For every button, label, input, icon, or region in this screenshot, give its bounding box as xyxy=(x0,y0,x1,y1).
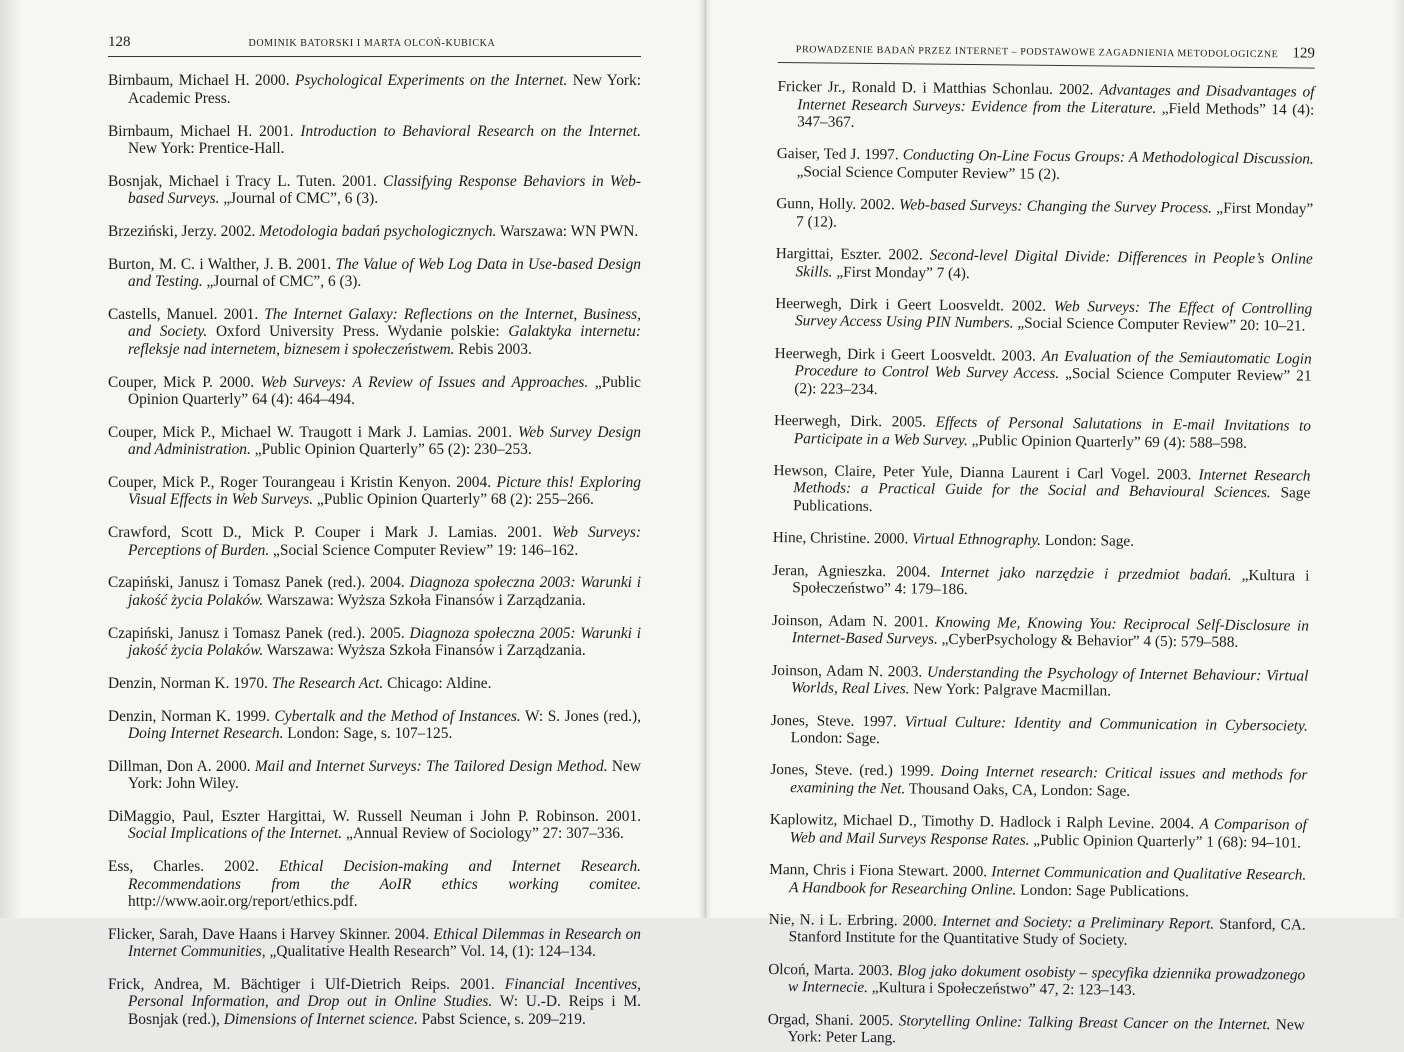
reference-text: DiMaggio, Paul, Eszter Hargittai, W. Russell Neuman i John P. Robinson. 2001. xyxy=(108,808,641,826)
reference-text: Joinson, Adam N. 2003. xyxy=(771,661,928,681)
reference-entry xyxy=(775,245,1312,285)
reference-text: „Journal of CMC”, 6 (3). xyxy=(219,190,379,208)
reference-title: Virtual Culture: Identity and Communication in Cybersociety. xyxy=(904,712,1308,735)
reference-entry xyxy=(771,662,1308,702)
reference-entry xyxy=(773,529,1310,552)
reference-text: Couper, Mick P. 2000. xyxy=(108,373,261,391)
reference-title: Internet and Society: a Preliminary Report. xyxy=(941,912,1215,933)
reference-text: „Annual Review of Sociology” 27: 307–336. xyxy=(342,825,624,843)
reference-text: „Social Science Computer Review” 15 (2). xyxy=(796,162,1061,183)
reference-text: Heerwegh, Dirk. 2005. xyxy=(773,412,936,431)
reference-entry xyxy=(108,758,641,793)
reference-title: Second-level Digital Divide: Differences in People’s Online Skills. xyxy=(795,246,1313,281)
reference-text: „First Monday” 7 (4). xyxy=(832,263,970,282)
reference-title: Social Implications of the Internet. xyxy=(128,825,343,843)
reference-entry xyxy=(770,811,1307,851)
reference-text: New York: John Wiley. xyxy=(128,757,641,793)
reference-title: Ethical Decision-making and Internet Research. Recommendations from the AoIR ethics working comitee. xyxy=(128,858,641,893)
reference-text: New York: Prentice-Hall. xyxy=(128,140,285,157)
reference-title: Dimensions of Internet science. xyxy=(223,1010,418,1028)
reference-title: Cybertalk and the Method of Instances. xyxy=(274,707,521,725)
reference-entry xyxy=(108,708,641,743)
reference-entry xyxy=(108,123,641,158)
reference-entry xyxy=(108,808,641,843)
reference-title: Web Surveys: Perceptions of Burden. xyxy=(128,524,641,559)
reference-title: Understanding the Psychology of Internet Behaviour: Virtual Worlds, Real Lives. xyxy=(791,663,1309,698)
reference-text: „Public Opinion Quarterly” 64 (4): 464–494. xyxy=(128,373,641,409)
reference-text: Kaplowitz, Michael D., Timothy D. Hadlock i Ralph Levine. 2004. xyxy=(769,811,1200,833)
reference-text: London: Sage Publications. xyxy=(1016,881,1190,900)
right-page xyxy=(767,40,1315,1052)
reference-entry xyxy=(108,574,641,609)
page-number: 129 xyxy=(1292,45,1315,62)
reference-title: Virtual Ethnography. xyxy=(912,530,1042,550)
reference-entry xyxy=(108,976,641,1028)
reference-title: Blog jako dokument osobisty – specyfika dziennika prowadzonego w Internecie. xyxy=(787,962,1306,997)
reference-text: Brzeziński, Jerzy. 2002. xyxy=(108,223,260,240)
reference-text: Orgad, Shani. 2005. xyxy=(767,1010,899,1030)
reference-text: „Public Opinion Quarterly” 1 (68): 94–101. xyxy=(1029,831,1302,852)
reference-text: Gaiser, Ted J. 1997. xyxy=(776,145,903,164)
reference-text: London: Sage. xyxy=(790,729,881,747)
reference-title: An Evaluation of the Semiautomatic Login Procedure to Control Web Survey Access. xyxy=(794,347,1312,383)
reference-entry xyxy=(773,462,1311,520)
reference-title: Knowing Me, Knowing You: Reciprocal Self-Disclosure in Internet-Based Surveys. xyxy=(791,613,1309,648)
reference-text: Burton, M. C. i Walther, J. B. 2001. xyxy=(108,255,336,273)
reference-title: Effects of Personal Salutations in E-mail Invitations to Participate in a Web Survey. xyxy=(793,413,1312,449)
page-number: 128 xyxy=(108,34,131,50)
left-page xyxy=(108,34,641,1029)
reference-title: The Research Act. xyxy=(271,674,384,692)
reference-title: Mail and Internet Surveys: The Tailored Design Method. xyxy=(254,757,608,775)
book-gutter xyxy=(698,0,712,918)
reference-text: Pabst Science, s. 209–219. xyxy=(417,1010,586,1028)
reference-title: Internet Research Methods: a Practical Guide for the Social and Behavioural Sciences. xyxy=(793,466,1311,502)
reference-entry xyxy=(108,256,641,291)
reference-title: Internet Communication and Qualitative Research. A Handbook for Researching Online. xyxy=(789,863,1307,899)
reference-title: Galaktyka internetu: refleksje nad internetem, biznesem i społeczeństwem. xyxy=(128,323,641,358)
reference-text: Heerwegh, Dirk i Geert Loosveldt. 2003. xyxy=(774,345,1042,365)
reference-text: Frick, Andrea, M. Bächtiger i Ulf-Dietrich Reips. 2001. xyxy=(108,976,505,994)
reference-text: „Journal of CMC”, 6 (3). xyxy=(202,273,362,291)
reference-text: „Kultura i Społeczeństwo” 47, 2: 123–143. xyxy=(867,979,1136,1000)
reference-text: Mann, Chris i Fiona Stewart. 2000. xyxy=(769,861,992,881)
reference-list xyxy=(767,78,1314,1051)
reference-text: Dillman, Don A. 2000. xyxy=(108,757,255,775)
reference-text: Jones, Steve. (red.) 1999. xyxy=(770,761,941,781)
reference-title: Psychological Experiments on the Internet. xyxy=(294,72,568,90)
reference-text: Oxford University Press. Wydanie polskie: xyxy=(207,323,509,341)
reference-entry xyxy=(770,761,1307,801)
reference-entry xyxy=(772,612,1309,652)
reference-text: Chicago: Aldine. xyxy=(383,674,492,692)
reference-entry xyxy=(108,474,641,509)
reference-entry xyxy=(777,145,1314,185)
reference-entry xyxy=(776,195,1313,235)
reference-text: Czapiński, Janusz i Tomasz Panek (red.). 2004. xyxy=(108,574,410,592)
reference-text: Couper, Mick P., Michael W. Traugott i Mark J. Lamias. 2001. xyxy=(108,423,518,441)
reference-text: Bosnjak, Michael i Tracy L. Tuten. 2001. xyxy=(108,172,383,190)
reference-text: Czapiński, Janusz i Tomasz Panek (red.). 2005. xyxy=(108,624,410,642)
reference-entry xyxy=(769,861,1306,901)
reference-text: Warszawa: WN PWN. xyxy=(496,223,639,240)
reference-text: Rebis 2003. xyxy=(454,340,532,358)
reference-text: „Social Science Computer Review” 19: 146–162. xyxy=(269,541,579,559)
reference-entry xyxy=(769,911,1306,951)
reference-entry xyxy=(108,625,641,660)
reference-text: „Social Science Computer Review” 20: 10–21. xyxy=(1013,314,1306,335)
reference-text: Hine, Christine. 2000. xyxy=(772,529,913,548)
reference-title: Storytelling Online: Talking Breast Cancer on the Internet. xyxy=(898,1012,1271,1034)
reference-title: Web Survey Design and Administration. xyxy=(128,423,641,459)
reference-title: Advantages and Disadvantages of Internet Research Surveys: Evidence from the Literature. xyxy=(797,81,1315,117)
reference-text: http://www.aoir.org/report/ethics.pdf. xyxy=(128,893,358,911)
reference-text: „Kultura i Społeczeństwo” 4: 179–186. xyxy=(792,566,1310,599)
reference-title: Web-based Surveys: Changing the Survey Process. xyxy=(898,196,1213,217)
reference-title: Diagnoza społeczna 2003: Warunki i jakość życia Polaków. xyxy=(128,574,641,609)
reference-entry xyxy=(108,424,641,459)
reference-title: Diagnoza społeczna 2005: Warunki i jakość życia Polaków. xyxy=(128,624,641,660)
reference-title: Web Surveys: A Review of Issues and Approaches. xyxy=(260,373,589,391)
reference-entry xyxy=(108,524,641,559)
reference-text: London: Sage, s. 107–125. xyxy=(283,725,453,743)
reference-text: „Qualitative Health Research” Vol. 14, (1): 124–134. xyxy=(265,943,596,961)
reference-text: Warszawa: Wyższa Szkoła Finansów i Zarządzania. xyxy=(263,642,586,660)
reference-title: Doing Internet research: Critical issues and methods for examining the Net. xyxy=(790,763,1308,798)
reference-entry xyxy=(108,72,641,107)
reference-title: Ethical Dilemmas in Research on Internet Communities, xyxy=(128,925,641,961)
reference-entry xyxy=(774,412,1311,452)
reference-title: Conducting On-Line Focus Groups: A Methodological Discussion. xyxy=(902,146,1314,169)
reference-title: Classifying Response Behaviors in Web-based Surveys. xyxy=(128,172,641,208)
reference-title: Picture this! Exploring Visual Effects in Web Surveys. xyxy=(128,474,641,509)
reference-text: Thousand Oaks, CA, London: Sage. xyxy=(905,780,1131,800)
reference-text: Jones, Steve. 1997. xyxy=(770,711,905,730)
reference-text: Olcoń, Marta. 2003. xyxy=(768,960,898,980)
reference-text: Ess, Charles. 2002. xyxy=(108,858,279,876)
reference-text: „CyberPsychology & Behavior” 4 (5): 579–588. xyxy=(937,630,1239,651)
reference-title: Introduction to Behavioral Research on the Internet. xyxy=(300,122,641,140)
reference-title: A Comparison of Web and Mail Surveys Response Rates. xyxy=(789,815,1307,849)
reference-list xyxy=(108,72,641,1028)
reference-entry xyxy=(108,173,641,208)
reference-entry xyxy=(108,223,641,240)
reference-entry xyxy=(777,78,1315,136)
reference-title: The Internet Galaxy: Reflections on the Internet, Business, and Society. xyxy=(128,306,641,341)
reference-text: „Social Science Computer Review” 21 (2): 223–234. xyxy=(794,365,1312,398)
reference-text: Nie, N. i L. Erbring. 2000. xyxy=(768,911,943,930)
reference-text: „Public Opinion Quarterly” 68 (2): 255–266. xyxy=(313,491,594,509)
reference-text: Stanford, CA. Stanford Institute for the Quantitative Study of Society. xyxy=(788,915,1306,950)
reference-text: Gunn, Holly. 2002. xyxy=(776,195,900,214)
reference-text: Denzin, Norman K. 1999. xyxy=(108,707,275,725)
reference-text: New York: Academic Press. xyxy=(128,72,641,107)
reference-text: „Field Methods” 14 (4): 347–367. xyxy=(797,99,1315,131)
reference-text: „Public Opinion Quarterly” 65 (2): 230–253. xyxy=(250,441,532,459)
reference-text: Birnbaum, Michael H. 2001. xyxy=(108,122,301,140)
reference-entry xyxy=(108,306,641,358)
reference-title: Financial Incentives, Personal Information, and Drop out in Online Studies. xyxy=(128,976,641,1011)
reference-text: Flicker, Sarah, Dave Haans i Harvey Skinner. 2004. xyxy=(108,925,434,943)
reference-entry xyxy=(108,675,641,692)
page-edge-shadow-left xyxy=(0,0,22,918)
reference-text: New York: Palgrave Macmillan. xyxy=(909,680,1112,700)
right-page-header xyxy=(778,40,1315,69)
reference-title: The Value of Web Log Data in Use-based Design and Testing. xyxy=(128,255,641,291)
reference-text: Castells, Manuel. 2001. xyxy=(108,306,265,323)
reference-text: New York: Peter Lang. xyxy=(787,1016,1305,1047)
reference-title: Internet jako narzędzie i przedmiot badań. xyxy=(940,563,1232,584)
running-head: PROWADZENIE BADAŃ PRZEZ INTERNET – PODSTAWOWE ZAGADNIENIA METODOLOGICZNE xyxy=(795,44,1279,61)
reference-text: „First Monday” 7 (12). xyxy=(796,199,1314,231)
left-page-header xyxy=(108,34,641,57)
reference-text: Hewson, Claire, Peter Yule, Dianna Laurent i Carl Vogel. 2003. xyxy=(773,462,1199,484)
reference-entry xyxy=(768,961,1305,1001)
reference-text: Heerwegh, Dirk i Geert Loosveldt. 2002. xyxy=(775,295,1054,316)
reference-title: Web Surveys: The Effect of Controlling Survey Access Using PIN Numbers. xyxy=(794,298,1313,332)
reference-title: Doing Internet Research. xyxy=(128,725,284,743)
reference-text: Denzin, Norman K. 1970. xyxy=(108,674,272,692)
reference-text: Sage Publications. xyxy=(793,484,1311,515)
reference-entry xyxy=(108,374,641,409)
reference-text: W: S. Jones (red.), xyxy=(520,707,641,725)
running-head: DOMINIK BATORSKI I MARTA OLCOŃ-KUBICKA xyxy=(248,38,496,49)
reference-text: Joinson, Adam N. 2001. xyxy=(771,611,936,631)
reference-title: Metodologia badań psychologicznych. xyxy=(259,223,497,240)
reference-entry xyxy=(774,345,1312,403)
reference-entry xyxy=(772,562,1309,602)
reference-text: Hargittai, Eszter. 2002. xyxy=(775,245,930,264)
reference-text: „Public Opinion Quarterly” 69 (4): 588–598. xyxy=(967,431,1248,452)
reference-text: Warszawa: Wyższa Szkoła Finansów i Zarządzania. xyxy=(263,591,586,609)
reference-entry xyxy=(771,712,1308,752)
reference-text: Couper, Mick P., Roger Tourangeau i Kristin Kenyon. 2004. xyxy=(108,474,497,492)
reference-entry xyxy=(767,1011,1304,1051)
reference-text: Birnbaum, Michael H. 2000. xyxy=(108,72,295,90)
reference-entry xyxy=(108,926,641,961)
reference-text: Jeran, Agnieszka. 2004. xyxy=(772,561,941,581)
reference-text: Crawford, Scott D., Mick P. Couper i Mark J. Lamias. 2001. xyxy=(108,524,552,542)
page-edge-shadow-right xyxy=(1392,0,1404,918)
reference-entry xyxy=(775,295,1312,335)
reference-text: W: U.-D. Reips i M. Bosnjak (red.), xyxy=(128,993,642,1028)
reference-text: Fricker Jr., Ronald D. i Matthias Schonlau. 2002. xyxy=(777,78,1100,99)
reference-entry xyxy=(108,858,641,910)
reference-text: London: Sage. xyxy=(1040,532,1135,551)
